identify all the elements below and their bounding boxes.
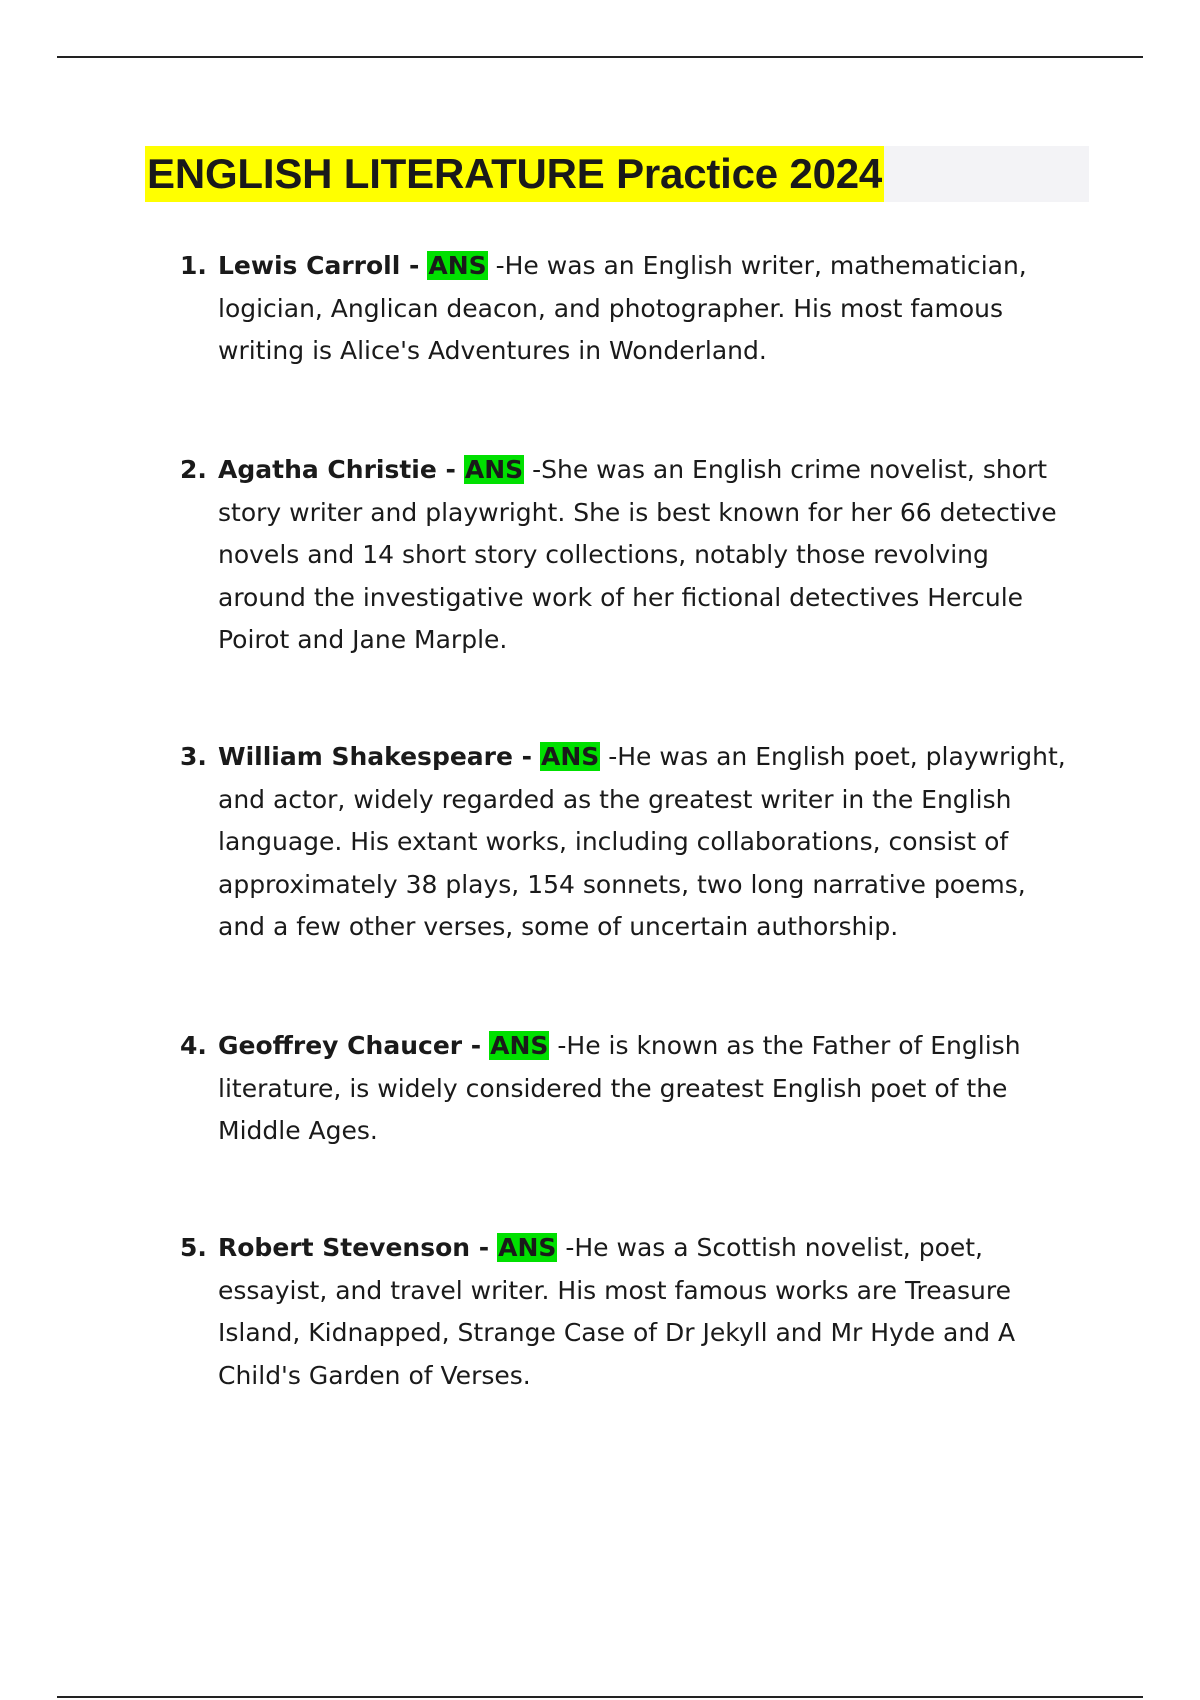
bottom-divider xyxy=(57,1696,1143,1698)
ans-badge: ANS xyxy=(464,455,524,484)
item-text xyxy=(218,736,1073,949)
item-text xyxy=(218,1227,1073,1397)
item-term: William Shakespeare - xyxy=(218,742,533,771)
ans-badge: ANS xyxy=(540,742,600,771)
item-term: Agatha Christie - xyxy=(218,455,456,484)
item-number: 1. xyxy=(180,251,207,280)
item-text xyxy=(218,449,1073,662)
item-number: 3. xyxy=(180,742,207,771)
top-divider xyxy=(57,56,1143,58)
item-number: 2. xyxy=(180,455,207,484)
ans-badge: ANS xyxy=(428,251,487,280)
item-answer: -She was an English crime novelist, short story writer and playwright. She is best known for her 66 detective novels and 14 short story collections, notably those revolving around the investigative work of her fictional detectives Hercule Poirot and Jane Marple. xyxy=(218,455,1057,654)
item-number: 5. xyxy=(180,1233,207,1262)
page-title: ENGLISH LITERATURE Practice 2024 xyxy=(145,146,884,202)
item-term: Lewis Carroll - xyxy=(218,251,420,280)
item-text xyxy=(218,245,1073,373)
item-number: 4. xyxy=(180,1031,207,1060)
ans-badge: ANS xyxy=(490,1031,549,1060)
item-answer: -He was an English writer, mathematician, logician, Anglican deacon, and photographer. His most famous writing is Alice's Adventures in Wonderland. xyxy=(218,251,1027,365)
item-term: Robert Stevenson - xyxy=(218,1233,490,1262)
item-text xyxy=(218,1025,1073,1153)
ans-badge: ANS xyxy=(498,1233,557,1262)
item-answer: -He was an English poet, playwright, and actor, widely regarded as the greatest writer in the English language. His extant works, including collaborations, consist of approximately 38 plays, 154 sonnets, two long narrative poems, and a few other verses, some of uncertain authorship. xyxy=(218,742,1066,941)
item-answer: -He is known as the Father of English literature, is widely considered the greatest English poet of the Middle Ages. xyxy=(218,1031,1021,1145)
item-answer: -He was a Scottish novelist, poet, essayist, and travel writer. His most famous works are Treasure Island, Kidnapped, Strange Case of Dr Jekyll and Mr Hyde and A Child's Garden of Verses. xyxy=(218,1233,1016,1390)
item-term: Geoffrey Chaucer - xyxy=(218,1031,482,1060)
